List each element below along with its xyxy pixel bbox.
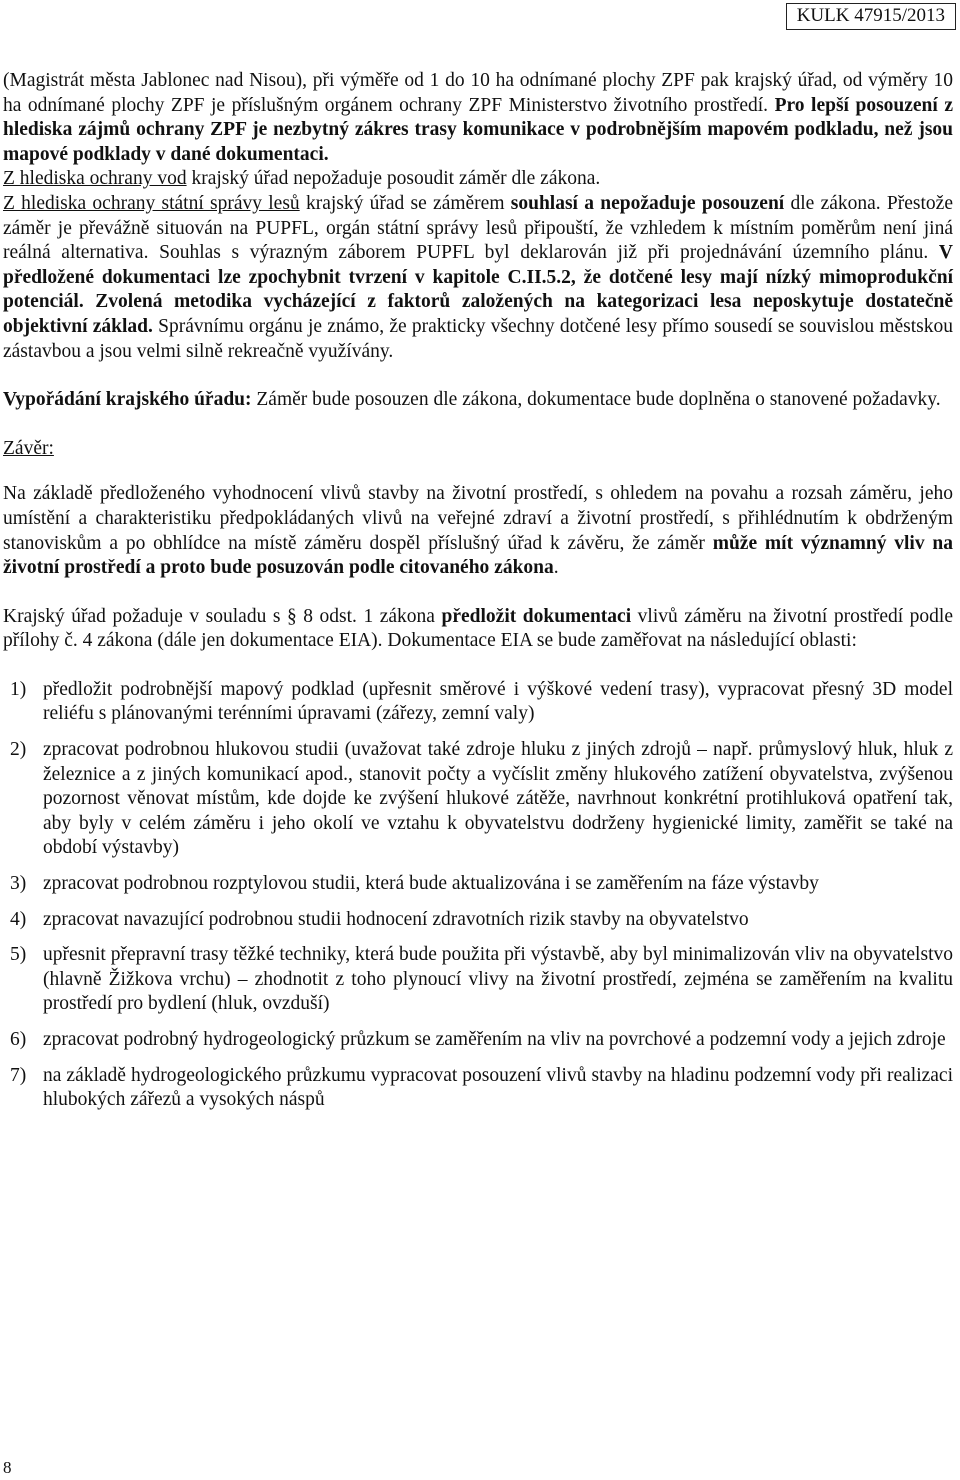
list-item: [3, 1064, 953, 1113]
paragraph-requirements: [3, 605, 953, 654]
text-segment: (Magistrát města Jablonec nad Nisou), při výměře od 1 do 10 ha odnímané plochy ZPF pak krajský úřad, od výměry 10 ha odnímané plochy ZPF je příslušným orgánem ochrany ZPF Ministerstvo životního prostředí.: [3, 70, 953, 116]
list-item-text: upřesnit přepravní trasy těžké techniky, která bude použita při výstavbě, aby byl minimalizován vliv na obyvatelstvo (hlavně Žižkova vrchu) – zhodnotit z toho plynoucí vlivy na životní prostředí, zejména se zaměřením na kvalitu prostředí pro bydlení (hluk, ovzduší): [43, 944, 953, 1015]
text-segment: Krajský úřad požaduje v souladu s § 8 odst. 1 zákona: [3, 605, 442, 627]
bold-segment: V předložené dokumentaci lze zpochybnit tvrzení v kapitole C.II.5.2, že dotčené lesy mají nízký mimoprodukční potenciál. Zvolená metodika vycházející z faktorů založených na kategorizaci lesa neposkytuje dostatečně objektivní základ.: [3, 242, 953, 337]
list-item-text: zpracovat podrobnou hlukovou studii (uvažovat také zdroje hluku z jiných zdrojů – např. průmyslový hluk, hluk z železnice a z jiných komunikací apod., stanovit počty a vyčíslit změny hlukového zatížení obyvatelstva, zvýšenou pozornost věnovat místům, kde dojde ke zvýšení hlukové zátěže, navrhnout konkrétní protihluková opatření tak, aby byly v celém záměru i jeho okolí ve vztahu k obyvatelstvu dodrženy hygienické limity, zaměřit se také na období výstavby): [43, 739, 953, 859]
text-segment: Záměr bude posouzen dle zákona, dokumentace bude doplněna o stanovené požadavky.: [251, 389, 941, 411]
page-number: 8: [3, 1458, 12, 1477]
paragraph-settlement: [3, 388, 953, 413]
paragraph-conclusion: [3, 482, 953, 580]
list-item-number: 5): [10, 944, 27, 966]
bold-segment: předložit dokumentaci: [441, 605, 632, 627]
text-segment: dle zákona. Přestože záměr je převážně situován na PUPFL, orgán státní správy lesů připouští, že vzhledem k místním poměrům není jiná reálná alternativa. Souhlas s výrazným záborem PUPFL byl deklarován již při projednávání územního plánu.: [3, 192, 953, 264]
bold-segment: Pro lepší posouzení z hlediska zájmů ochrany ZPF je nezbytný zákres trasy komunikace v podrobnějším mapovém podkladu, než jsou mapové podklady v dané dokumentaci.: [3, 94, 953, 165]
text-segment: krajský úřad nepožaduje posoudit záměr dle zákona.: [186, 168, 601, 190]
paragraph-water-protection: [3, 167, 953, 192]
list-item: [3, 738, 953, 861]
list-item: [3, 943, 953, 1017]
underlined-heading-segment: Z hlediska ochrany státní správy lesů: [3, 192, 300, 214]
paragraph-zpf: [3, 69, 953, 167]
underlined-heading-segment: Z hlediska ochrany vod: [3, 168, 187, 190]
conclusion-heading-text: Závěr:: [3, 437, 54, 459]
paragraph-forest-protection: [3, 192, 953, 364]
text-segment: Na základě předloženého vyhodnocení vlivů stavby na životní prostředí, s ohledem na povahu a rozsah záměru, jeho umístění a charakteristiku předpokládaných vlivů na veřejné zdraví a životní prostředí, s přihlédnutím k obdrženým stanoviskům a po obhlídce na místě záměru dospěl příslušný úřad k závěru, že záměr: [3, 483, 953, 554]
text-segment: vlivů záměru na životní prostředí podle přílohy č. 4 zákona (dále jen dokumentace EIA). Dokumentace EIA se bude zaměřovat na následující oblasti:: [3, 605, 953, 652]
text-segment: Správnímu orgánu je známo, že prakticky všechny dotčené lesy přímo sousedí se souvislou městskou zástavbou a jsou velmi silně rekreačně využívány.: [3, 315, 954, 362]
list-item-text: na základě hydrogeologického průzkumu vypracovat posouzení vlivů stavby na hladinu podzemní vody při realizaci hlubokých zářezů a vysokých náspů: [43, 1064, 953, 1111]
list-item-number: 4): [10, 908, 27, 930]
list-item: [3, 872, 953, 897]
document-body: [3, 69, 953, 1124]
text-segment: krajský úřad se záměrem: [299, 192, 511, 214]
bold-segment: souhlasí a nepožaduje posouzení: [510, 192, 785, 214]
list-item: [3, 678, 953, 727]
list-item-text: zpracovat podrobnou rozptylovou studii, která bude aktualizována i se zaměřením na fáze výstavby: [43, 873, 819, 895]
list-item-number: 7): [10, 1064, 27, 1086]
list-item-number: 6): [10, 1029, 27, 1050]
list-item-text: předložit podrobnější mapový podklad (upřesnit směrové i výškové vedení trasy), vypracovat přesný 3D model reliéfu s plánovanými terénními úpravami (zářezy, zemní valy): [43, 678, 953, 725]
list-item: [3, 1028, 953, 1053]
list-item: [3, 908, 953, 933]
document-reference-number: KULK 47915/2013: [786, 3, 956, 30]
text-segment: .: [553, 557, 559, 579]
list-item-text: zpracovat podrobný hydrogeologický průzkum se zaměřením na vliv na povrchové a podzemní vody a jejich zdroje: [43, 1029, 946, 1050]
list-item-number: 3): [10, 873, 27, 895]
conclusion-heading: [3, 437, 953, 462]
bold-segment: může mít významný vliv na životní prostředí a proto bude posuzován podle citovaného zákona: [3, 532, 953, 579]
requirements-list: [3, 678, 953, 1113]
list-item-text: zpracovat navazující podrobnou studii hodnocení zdravotních rizik stavby na obyvatelstvo: [43, 908, 749, 930]
list-item-number: 2): [10, 739, 27, 761]
bold-segment: Vypořádání krajského úřadu:: [3, 389, 252, 411]
list-item-number: 1): [10, 678, 27, 700]
